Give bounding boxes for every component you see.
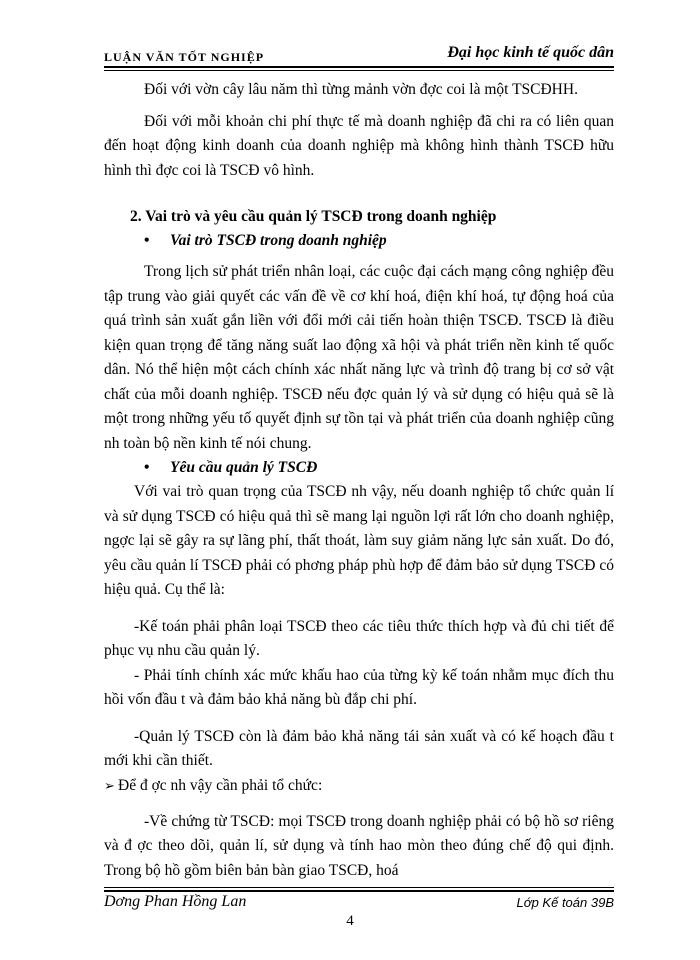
header-left-title: LUẬN VĂN TỐT NGHIỆP [104, 50, 265, 64]
arrow-bullet-icon: ➢ [104, 777, 115, 793]
subheading-role-text: Vai trò TSCĐ trong doanh nghiệp [170, 232, 387, 249]
paragraph-2: Đối với mỗi khoản chi phí thực tế mà doanh nghiệp đã chi ra có liên quan đến hoạt động kinh doanh của doanh nghiệp mà không hình thành TSCĐ hữu hình thì đợc coi là TSCĐ vô hình. [104, 112, 614, 179]
paragraph-1: Đối với vờn cây lâu năm thì từng mảnh vờn đợc coi là một TSCĐHH. [144, 81, 578, 98]
footer-class: Lớp Kế toán 39B [516, 895, 614, 910]
footer-rule [104, 890, 614, 892]
header-rule [104, 66, 614, 68]
bullet-icon: • [144, 459, 150, 476]
bullet-icon: • [144, 232, 150, 249]
footer-rule-thin [104, 887, 614, 888]
dash-item-3: -Quản lý TSCĐ còn là đảm bảo khả năng tái sản xuất và có kế hoạch đầu t mới khi cần thiết. [104, 727, 614, 769]
section-heading: 2. Vai trò và yêu cầu quản lý TSCĐ trong doanh nghiệp [130, 208, 497, 225]
subheading-role [104, 229, 614, 253]
dash-item-2: - Phải tính chính xác mức khấu hao của từng kỳ kế toán nhằm mục đích thu hồi vốn đầu t và đảm bảo khả năng bù đắp chi phí. [104, 666, 614, 708]
header-rule-thin [104, 70, 614, 71]
subheading-requirements-text: Yêu cầu quản lý TSCĐ [170, 459, 318, 476]
dash-item-1: -Kế toán phải phân loại TSCĐ theo các tiêu thức thích hợp và đủ chi tiết để phục vụ nhu cầu quản lý. [104, 617, 614, 659]
header-right-title: Đại học kinh tế quốc dân [447, 44, 614, 61]
arrow-line [104, 774, 614, 798]
paragraph-3: Trong lịch sử phát triển nhân loại, các cuộc đại cách mạng công nghiệp đều tập trung vào giải quyết các vấn đề về cơ khí hoá, điện khí hoá, tự động hoá của quá trình sản xuất gắn liền với đổi mới cải tiến hoàn thiện TSCĐ. TSCĐ là điều kiện quan trọng để tăng năng suất lao động xã hội và phát triển nền kinh tế quốc dân. Nó thể hiện một cách chính xác nhất năng lực và trình độ trang bị cơ sở vật chất của mỗi doanh nghiệp. TSCĐ nếu đợc quản lý và sử dụng có hiệu quả sẽ là một trong những yếu tố quyết định sự tồn tại và phát triển của doanh nghiệp cũng nh toàn bộ nền kinh tế nói chung. [104, 263, 614, 452]
page-body [104, 78, 614, 883]
paragraph-4: Với vai trò quan trọng của TSCĐ nh vậy, nếu doanh nghiệp tổ chức quản lí và sử dụng TSCĐ có hiệu quả thì sẽ mang lại nguồn lợi rất lớn cho doanh nghiệp, ngợc lại sẽ gây ra sự lãng phí, thất thoát, làm suy giảm năng lực sản xuất. Do đó, yêu cầu quản lí TSCĐ phải có phơng pháp phù hợp để đảm bảo sử dụng TSCĐ có hiệu quả. Cụ thể là: [104, 483, 614, 598]
footer-author: Dơng Phan Hồng Lan [104, 893, 247, 910]
subheading-requirements [104, 456, 614, 480]
dash-item-4: -Về chứng từ TSCĐ: mọi TSCĐ trong doanh nghiệp phải có bộ hồ sơ riêng và đ ợc theo dõi, quản lí, sử dụng và tính hao mòn theo đúng chế độ qui định. Trong bộ hồ gồm biên bản bàn giao TSCĐ, hoá [104, 812, 614, 879]
page-number: 4 [346, 913, 354, 929]
arrow-line-text: Để đ ợc nh vậy cần phải tổ chức: [118, 776, 323, 794]
